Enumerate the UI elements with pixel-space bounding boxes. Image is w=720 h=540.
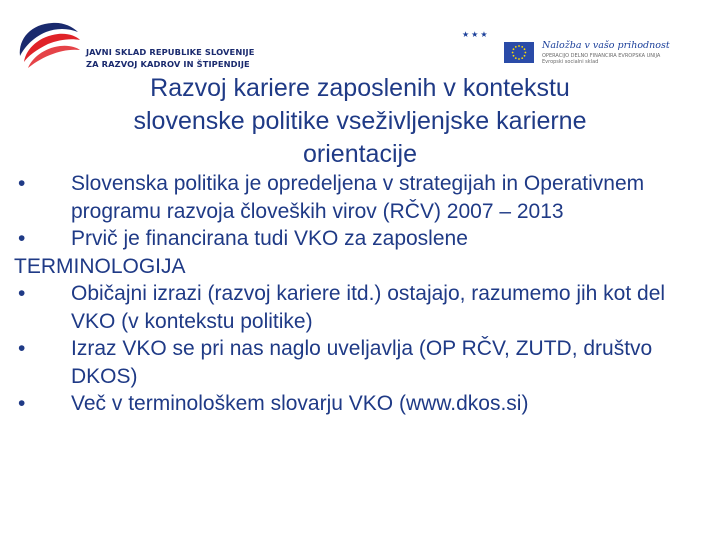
eu-slogan: Naložba v vašo prihodnost: [542, 40, 670, 51]
bullet-item: [14, 335, 704, 390]
bullet-text: Več v terminološkem slovarju VKO (www.dkos.si): [71, 392, 529, 415]
bullet-text: Slovenska politika je opredeljena v strategijah in Operativnem programu razvoja človeških virov (RČV) 2007 – 2013: [71, 172, 645, 223]
slide-title: [40, 72, 680, 171]
bullet-item: [14, 280, 704, 335]
eu-stars-decoration: ★★★: [462, 30, 490, 39]
bullet-dot: •: [18, 227, 26, 250]
bullet-item: [14, 225, 704, 253]
bullet-dot: •: [18, 282, 26, 305]
logo-fund-line1: JAVNI SKLAD REPUBLIKE SLOVENIJE: [86, 47, 255, 57]
bullet-text: Izraz VKO se pri nas naglo uveljavlja (OP RČV, ZUTD, društvo DKOS): [71, 337, 653, 388]
title-line1: Razvoj kariere zaposlenih v kontekstu: [150, 74, 570, 102]
eu-sub-line2: Evropski socialni sklad: [542, 59, 599, 65]
bullet-item: [14, 170, 704, 225]
section-heading: TERMINOLOGIJA: [14, 254, 186, 278]
logo-fund-text: [86, 46, 255, 70]
bullet-text: Običajni izrazi (razvoj kariere itd.) ostajajo, razumemo jih kot del VKO (v kontekstu politike): [71, 282, 666, 333]
bullet-text: Prvič je financirana tudi VKO za zaposlene: [71, 227, 468, 250]
logo-fund-line2: ZA RAZVOJ KADROV IN ŠTIPENDIJE: [86, 59, 250, 69]
slide-body: [14, 170, 704, 418]
eu-sub-line1: OPERACIJO DELNO FINANCIRA EVROPSKA UNIJA: [542, 53, 661, 59]
bullet-dot: •: [18, 392, 26, 415]
bullet-dot: •: [18, 337, 26, 360]
title-line3: orientacije: [303, 140, 417, 168]
bullet-dot: •: [18, 172, 26, 195]
eu-flag-icon: [504, 42, 534, 63]
title-line2: slovenske politike vseživljenjske karierne: [133, 107, 587, 135]
eu-subtext: [542, 53, 660, 65]
bullet-item: [14, 390, 704, 418]
